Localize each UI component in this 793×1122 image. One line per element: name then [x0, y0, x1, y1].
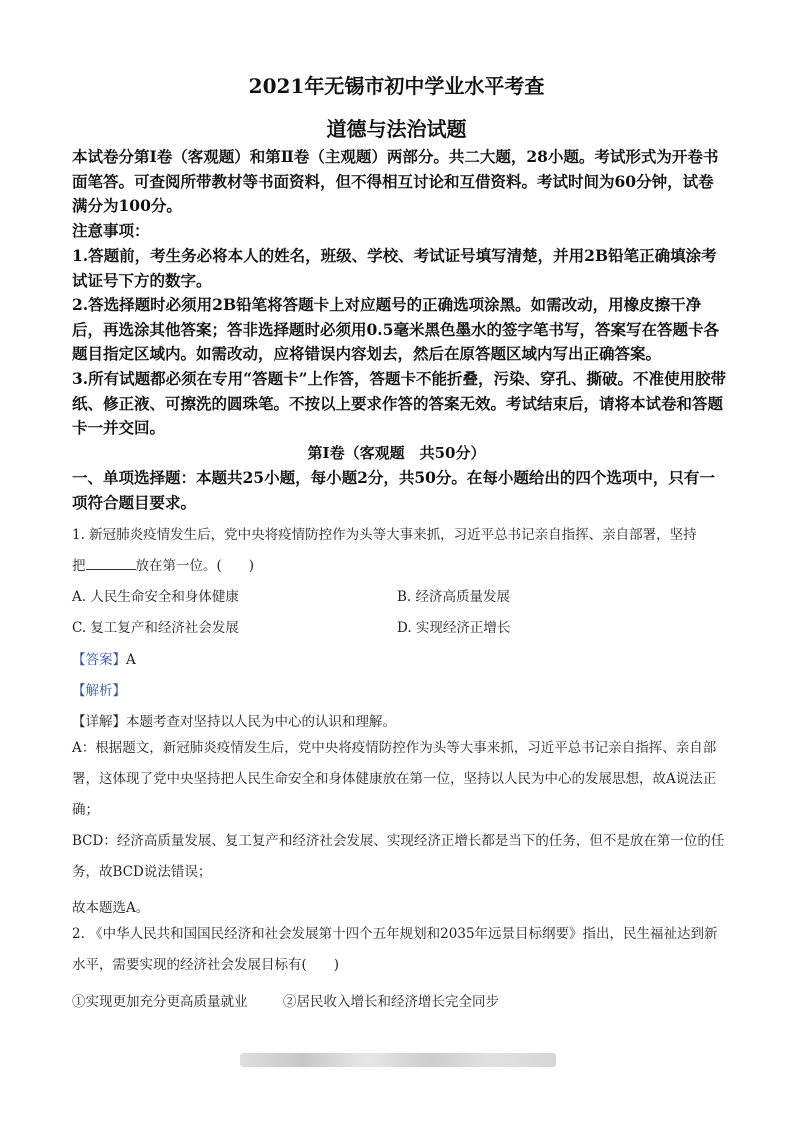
- q1-option-c: C. 复工复产和经济社会发展: [72, 620, 239, 636]
- detail-tag: 【详解】: [72, 714, 126, 730]
- q1-conclusion: 故本题选A。: [72, 900, 150, 916]
- q2-option-1: ①实现更加充分更高质量就业: [72, 994, 248, 1010]
- q2-option-2: ②居民收入增长和经济增长完全同步: [283, 994, 499, 1010]
- q1-option-a: A. 人民生命安全和身体健康: [72, 589, 239, 605]
- q2-stem: 2. 《中华人民共和国国民经济和社会发展第十四个五年规划和2035年远景目标纲要》指出，民生福祉达到新水平，需要实现的经济社会发展目标有( ): [72, 926, 718, 973]
- exam-subtitle: 道德与法治试题: [326, 117, 467, 141]
- q1-option-b: B. 经济高质量发展: [397, 589, 511, 605]
- q1-detail: [72, 710, 396, 730]
- note-item-3: 3.所有试题都必须在专用“答题卡”上作答，答题卡不能折叠，污染、穿孔、撕破。不准使用胶带纸、修正液、可擦洗的圆珠笔。不按以上要求作答的答案无效。考试结束后，请将本试卷和答题卡一并交回。: [72, 369, 727, 437]
- q1-answer-blank: [86, 555, 136, 570]
- q1-option-d: D. 实现经济正增长: [397, 620, 511, 636]
- section-heading: 第Ⅰ卷（客观题 共50分）: [307, 444, 486, 462]
- section-instruction: 一、单项选择题：本题共25小题，每小题2分，共50分。在每小题给出的四个选项中，只有一项符合题目要求。: [72, 468, 715, 512]
- q1-stem-suffix: 放在第一位。( ): [135, 558, 255, 574]
- note-item-2: 2.答选择题时必须用2B铅笔将答题卡上对应题号的正确选项涂黑。如需改动，用橡皮擦干净后，再选涂其他答案；答非选择题时必须用0.5毫米黑色墨水的签字笔书写，答案写在答题卡各题目指定区域内。如需改动，应将错误内容划去，然后在原答题区域内写出正确答案。: [72, 295, 719, 363]
- intro-paragraph: 本试卷分第Ⅰ卷（客观题）和第Ⅱ卷（主观题）两部分。共二大题，28小题。考试形式为开卷书面笔答。可查阅所带教材等书面资料，但不得相互讨论和互借资料。考试时间为60分钟，试卷满分为100分。: [72, 147, 719, 215]
- answer-tag: 【答案】: [72, 652, 126, 668]
- note-item-1: 1.答题前，考生务必将本人的姓名，班级、学校、考试证号填写清楚，并用2B铅笔正确填涂考试证号下方的数字。: [72, 246, 717, 290]
- notes-heading: 注意事项：: [72, 221, 150, 240]
- blurred-watermark: [240, 1053, 556, 1067]
- q1-stem-line2: [72, 554, 254, 574]
- exam-title: 2021年无锡市初中学业水平考查: [248, 74, 545, 98]
- q1-stem-line1: 1. 新冠肺炎疫情发生后，党中央将疫情防控作为头等大事来抓，习近平总书记亲自指挥、亲自部署，坚持: [72, 527, 697, 543]
- q1-explain-a: A：根据题文，新冠肺炎疫情发生后，党中央将疫情防控作为头等大事来抓，习近平总书记亲自指挥、亲自部署，这体现了党中央坚持把人民生命安全和身体健康放在第一位，坚持以人民为中心的发展思想，故A说法正确；: [72, 740, 717, 818]
- analysis-tag: 【解析】: [72, 683, 126, 699]
- detail-text: 本题考查对坚持以人民为中心的认识和理解。: [126, 714, 396, 730]
- q1-stem-prefix: 把: [72, 558, 86, 574]
- q1-explain-bcd: BCD：经济高质量发展、复工复产和经济社会发展、实现经济正增长都是当下的任务，但不是放在第一位的任务，故BCD说法错误；: [72, 833, 725, 880]
- q1-answer: [72, 648, 136, 668]
- answer-value: A: [126, 652, 136, 668]
